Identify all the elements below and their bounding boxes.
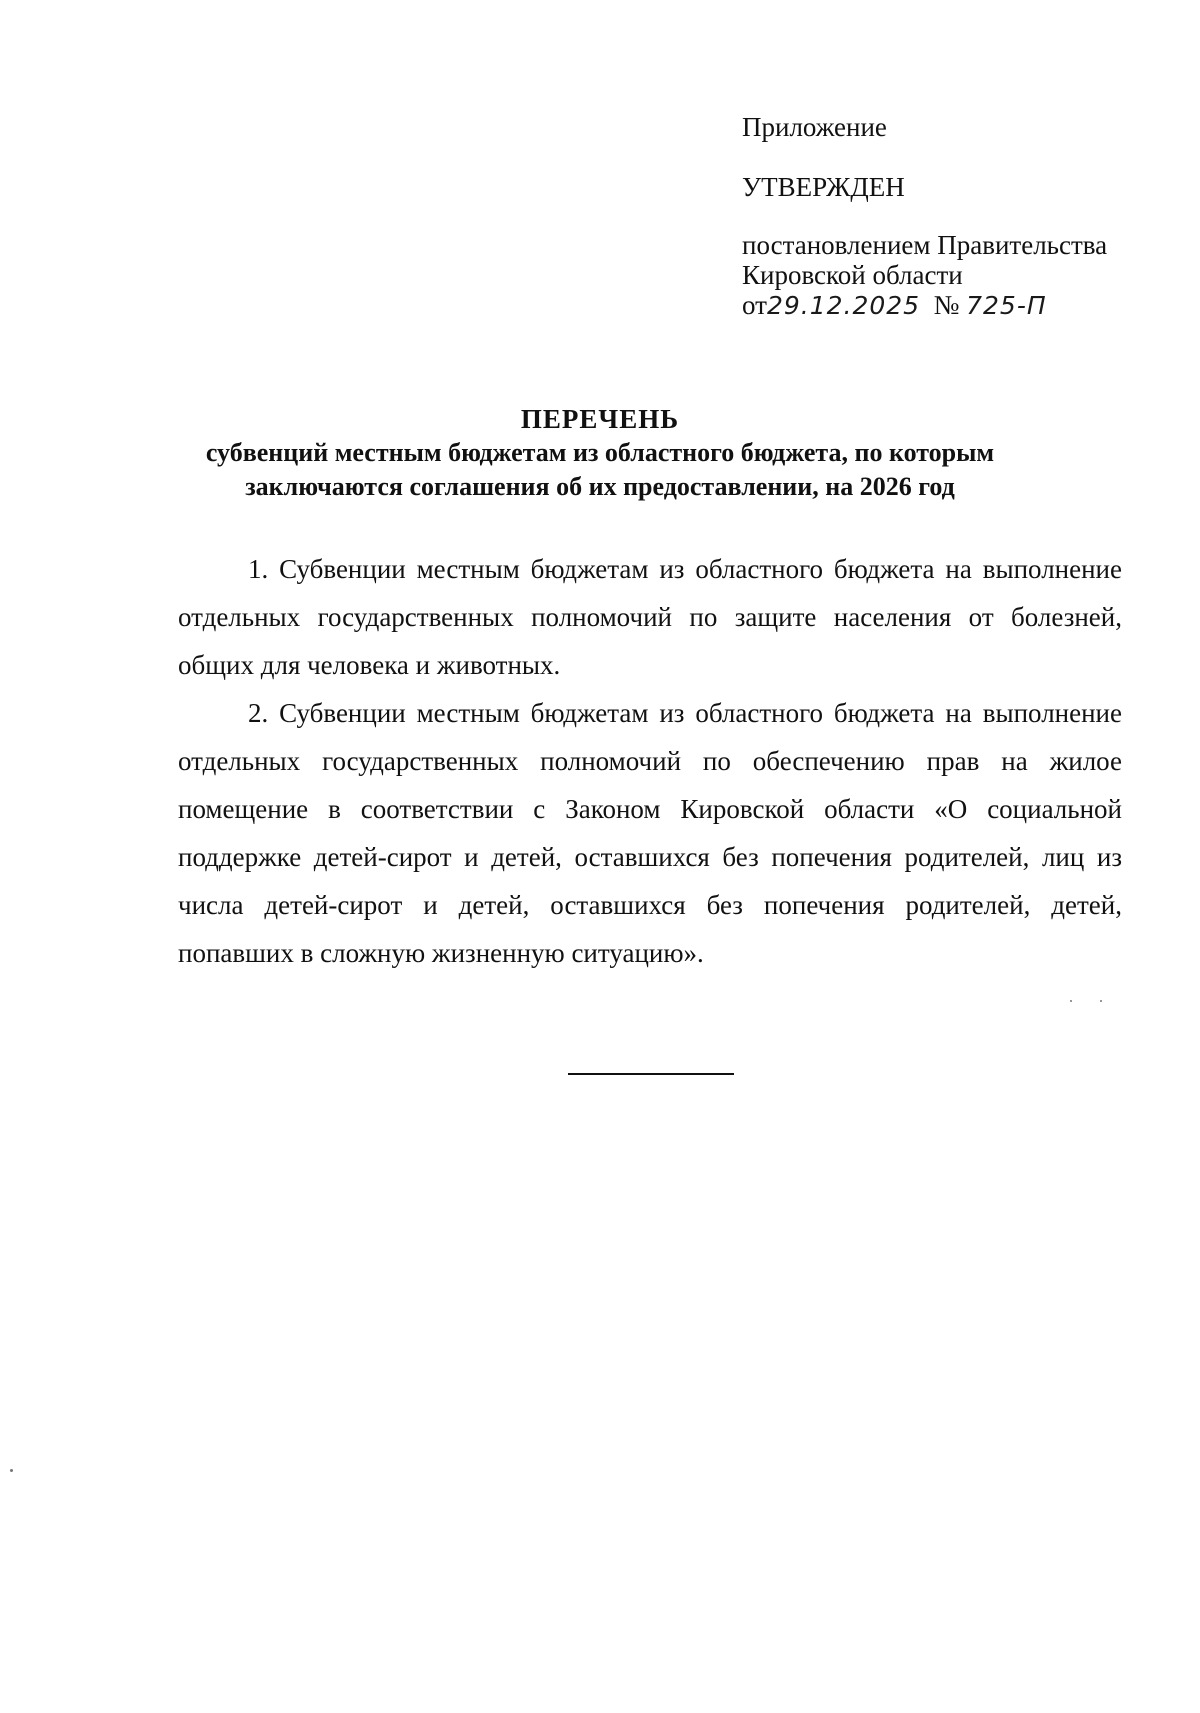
scan-speck (1100, 1000, 1102, 1002)
decree-line-2: Кировской области (742, 260, 963, 290)
scan-speck (10, 1469, 13, 1472)
document-body (178, 545, 1122, 977)
number-prefix: № (933, 290, 960, 320)
document-subtitle-line-1: субвенций местным бюджетам из областного бюджета, по которым (205, 438, 995, 467)
end-divider-line (568, 1073, 734, 1075)
appendix-label: Приложение (742, 112, 887, 142)
approval-block (742, 112, 1162, 321)
handwritten-number: 725-П (966, 291, 1047, 320)
approved-label: УТВЕРЖДЕН (742, 172, 905, 202)
decree-line-1: постановлением Правительства (742, 230, 1108, 260)
scan-speck (1070, 1000, 1072, 1002)
date-prefix: от (742, 290, 767, 320)
decree-date-number (742, 290, 1162, 321)
list-item-1: 1. Субвенции местным бюджетам из областного бюджета на выполнение отдельных государственных полномочий по защите населения от болезней, общих для человека и животных. (178, 554, 1122, 680)
document-title: ПЕРЕЧЕНЬ (520, 404, 680, 434)
handwritten-date: 29.12.2025 (766, 291, 921, 320)
document-subtitle-line-2: заключаются соглашения об их предоставлении, на 2026 год (245, 472, 955, 501)
list-item-2: 2. Субвенции местным бюджетам из областного бюджета на выполнение отдельных государственных полномочий по обеспечению прав на жилое помещение в соответствии с Законом Кировской области «О социальной поддержке детей-сирот и детей, оставшихся без попечения родителей, лиц из числа детей-сирот и детей, оставшихся без попечения родителей, детей, попавших в сложную жизненную ситуацию». (178, 698, 1122, 968)
document-heading (150, 402, 1050, 504)
